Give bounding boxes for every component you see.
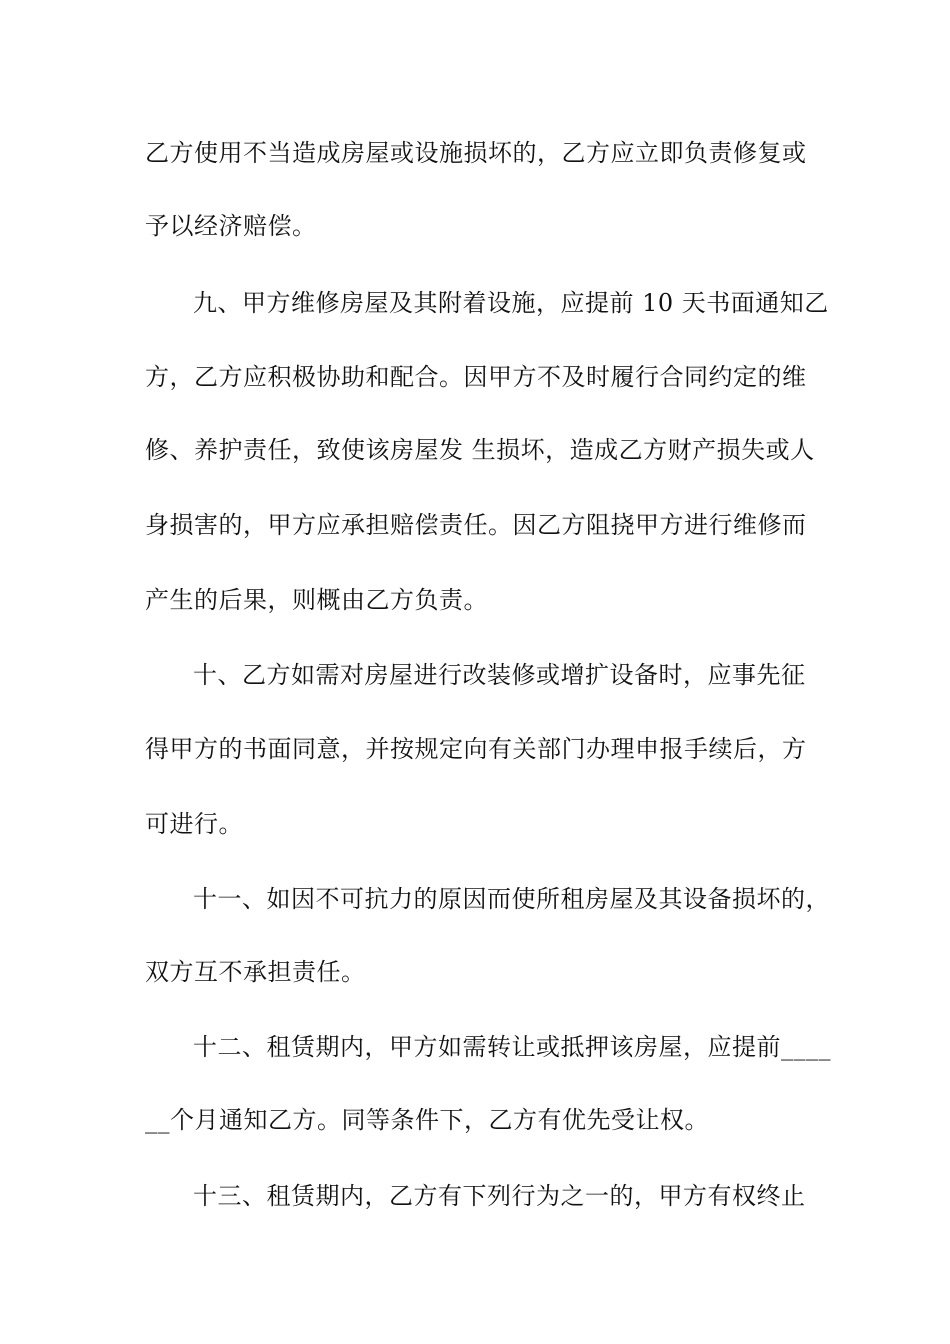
paragraph-eleven-start: 十一、如因不可抗力的原因而使所租房屋及其设备损坏的，	[193, 885, 830, 913]
paragraph-thirteen-start: 十三、租赁期内，乙方有下列行为之一的，甲方有权终止	[193, 1182, 806, 1210]
text-line: 乙方使用不当造成房屋或设施损坏的，乙方应立即负责修复或	[145, 139, 807, 167]
text-line: 产生的后果，则概由乙方负责。	[145, 586, 488, 614]
text-line: 可进行。	[145, 810, 243, 838]
text-line: 方，乙方应积极协助和配合。因甲方不及时履行合同约定的维	[145, 363, 807, 391]
text-line: 得甲方的书面同意，并按规定向有关部门办理申报手续后，方	[145, 735, 807, 763]
paragraph-ten-start: 十、乙方如需对房屋进行改装修或增扩设备时，应事先征	[193, 661, 806, 689]
paragraph-twelve-start: 十二、租赁期内，甲方如需转让或抵押该房屋，应提前____	[193, 1033, 831, 1061]
text-line: 双方互不承担责任。	[145, 958, 366, 986]
text-line: 身损害的，甲方应承担赔偿责任。因乙方阻挠甲方进行维修而	[145, 511, 807, 539]
text-line: 修、养护责任，致使该房屋发 生损坏，造成乙方财产损失或人	[145, 436, 815, 464]
text-line: __个月通知乙方。同等条件下，乙方有优先受让权。	[145, 1106, 709, 1134]
text-line: 予以经济赔偿。	[145, 212, 317, 240]
paragraph-nine-start: 九、甲方维修房屋及其附着设施，应提前 10 天书面通知乙	[193, 289, 829, 317]
